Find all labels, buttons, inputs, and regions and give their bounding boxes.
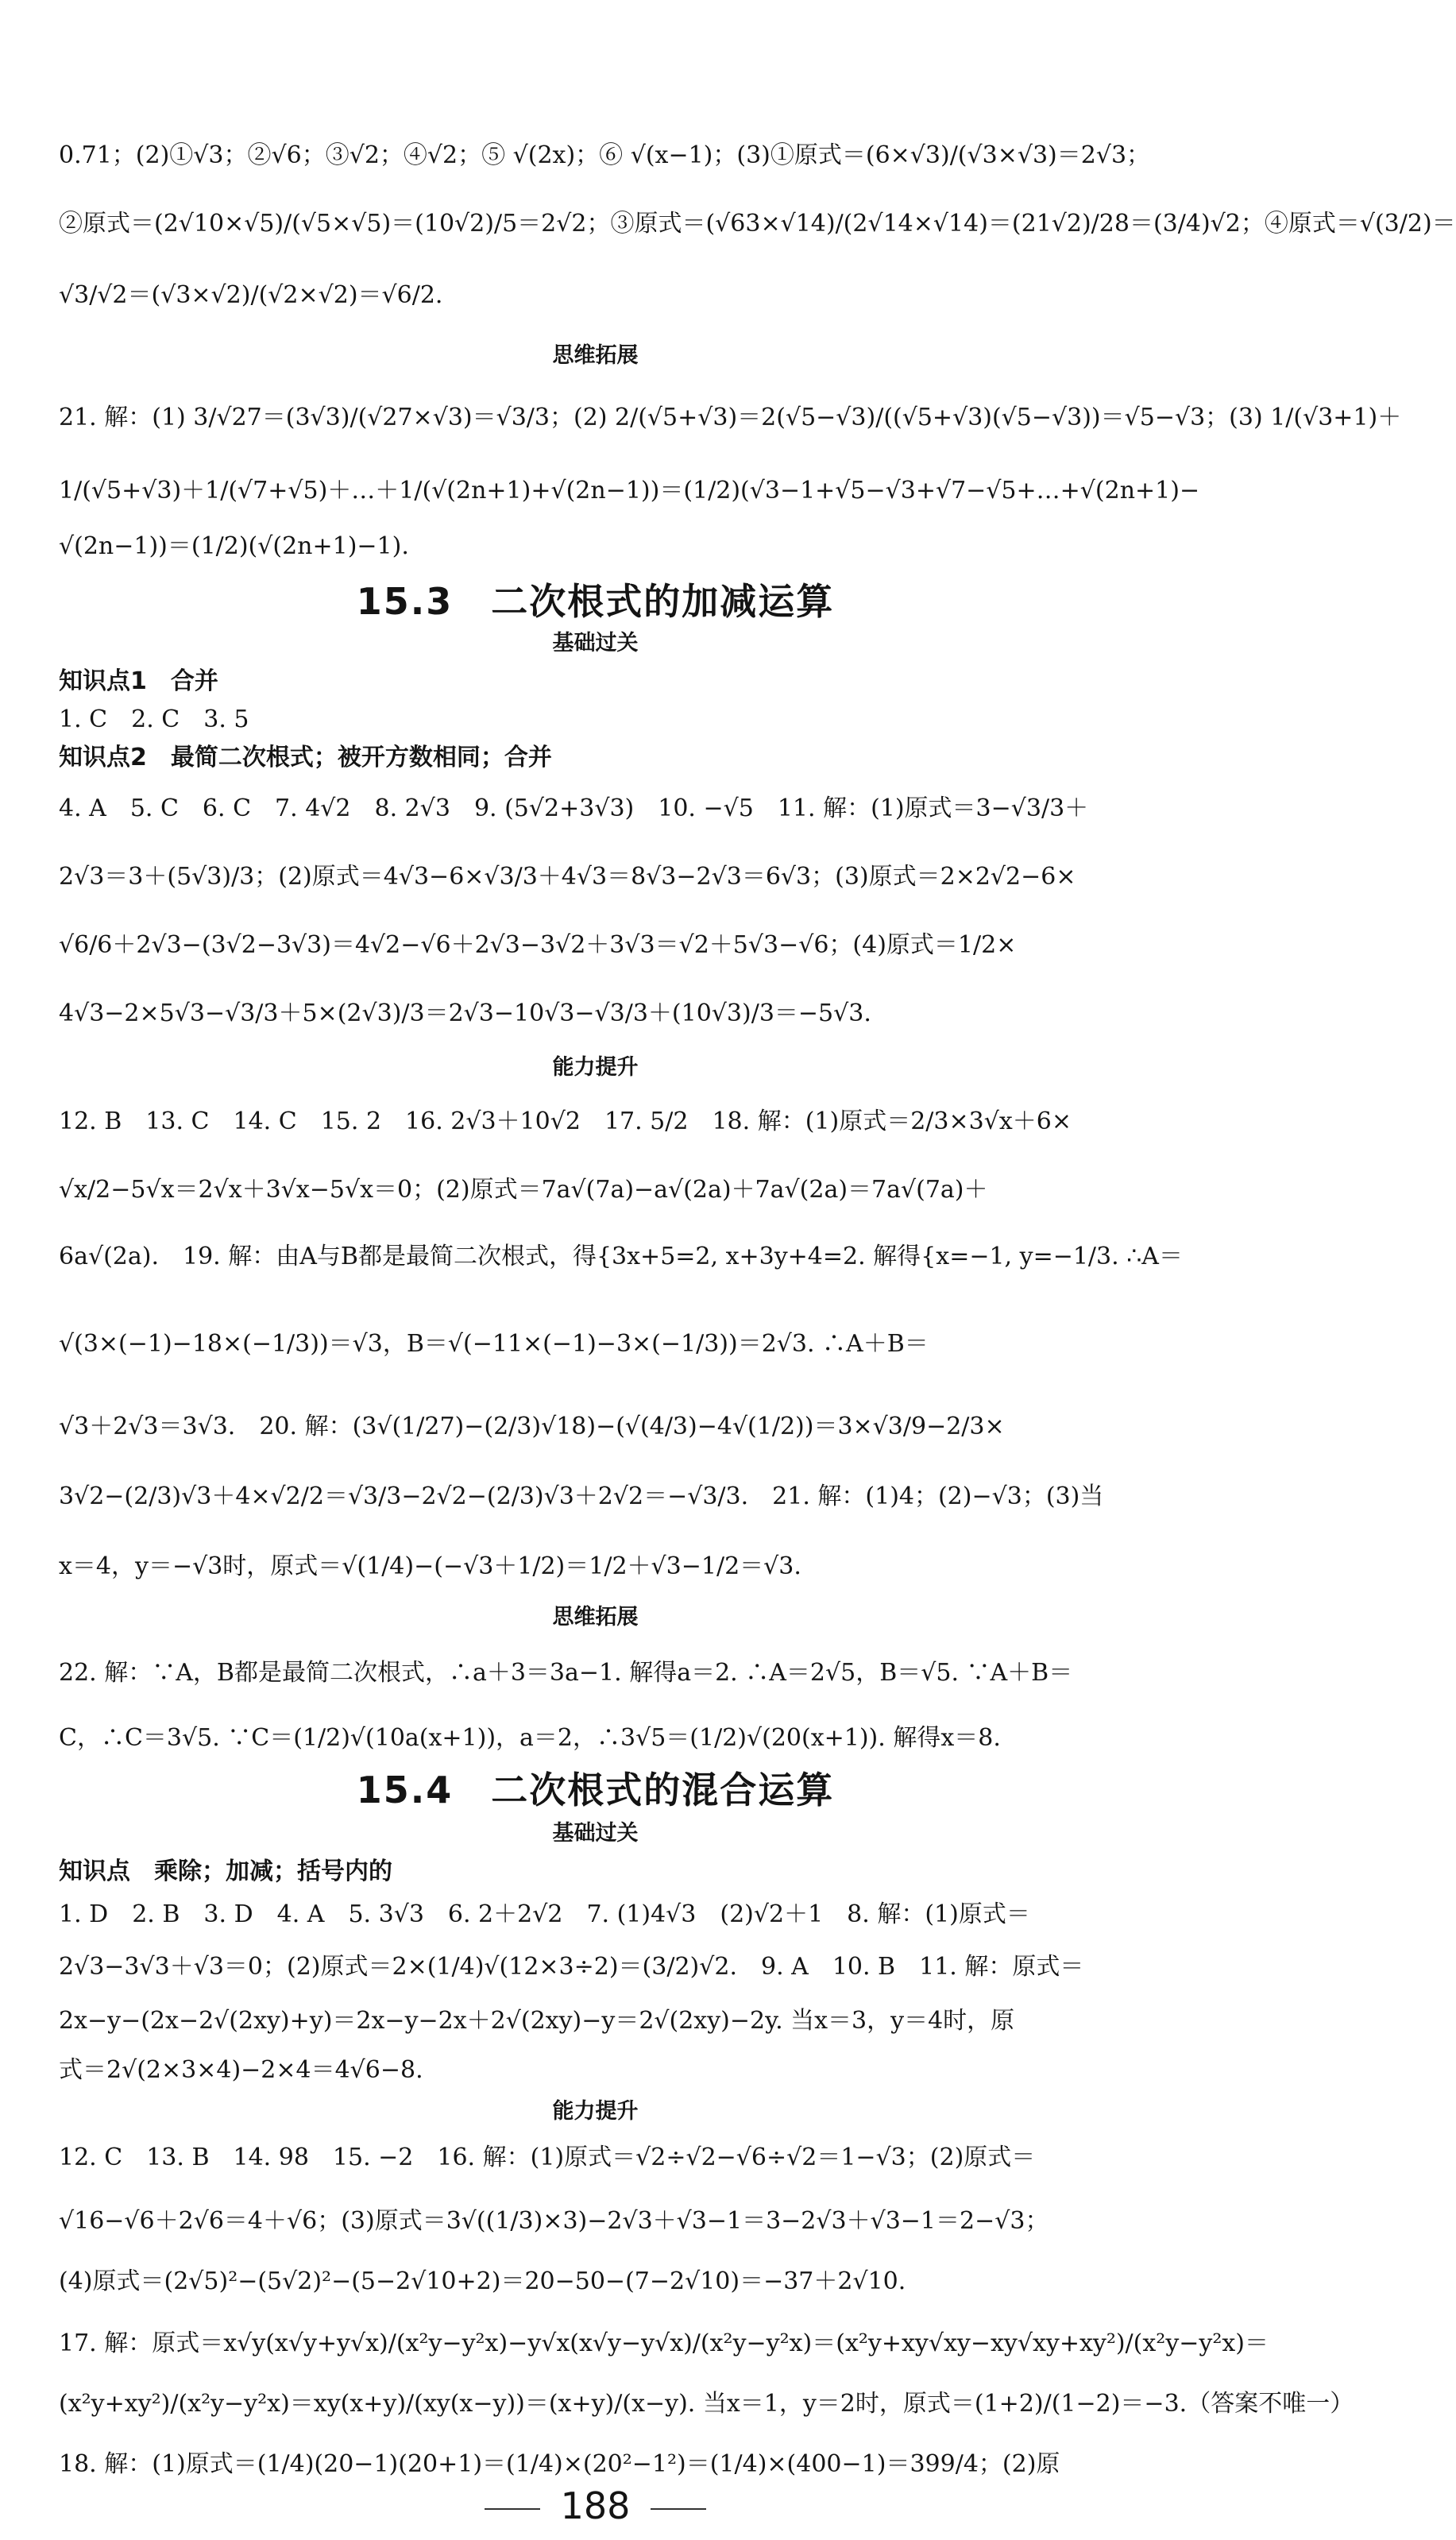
text-line: √3＋2√3＝3√3. 20. 解：(3√(1/27)−(2/3)√18)−(√(4/3)−4√(1/2))＝3×√3/9−2/3×	[59, 1413, 1005, 1440]
text-line: 22. 解：∵A，B都是最简二次根式，∴a＋3＝3a−1. 解得a＝2. ∴A＝2√5，B＝√5. ∵A＋B＝	[59, 1659, 1073, 1687]
text-line: 0.71；(2)①√3；②√6；③√2；④√2；⑤ √(2x)；⑥ √(x−1)；(3)①原式＝(6×√3)/(√3×√3)＝2√3；	[59, 141, 1151, 169]
text-line: √16−√6＋2√6＝4＋√6；(3)原式＝3√((1/3)×3)−2√3＋√3−1＝3−2√3＋√3−1＝2−√3；	[59, 2207, 1049, 2235]
text-line: √3/√2＝(√3×√2)/(√2×√2)＝√6/2.	[59, 281, 443, 309]
text-line: 1. D 2. B 3. D 4. A 5. 3√3 6. 2＋2√2 7. (1)4√3 (2)√2＋1 8. 解：(1)原式＝	[59, 1900, 1030, 1928]
knowledge-point: 知识点 乘除；加减；括号内的	[59, 1858, 392, 1885]
text-line: 4. A 5. C 6. C 7. 4√2 8. 2√3 9. (5√2+3√3) 10. −√5 11. 解：(1)原式＝3−√3/3＋	[59, 794, 1089, 822]
text-line: 2√3＝3＋(5√3)/3；(2)原式＝4√3−6×√3/3＋4√3＝8√3−2√3＝6√3；(3)原式＝2×2√2−6×	[59, 863, 1076, 891]
knowledge-point: 知识点1 合并	[59, 667, 218, 695]
section-title: 15.4 二次根式的混合运算	[356, 1769, 835, 1811]
text-line: 12. C 13. B 14. 98 15. −2 16. 解：(1)原式＝√2÷√2−√6÷√2＝1−√3；(2)原式＝	[59, 2144, 1036, 2171]
text-line: 6a√(2a). 19. 解：由A与B都是最简二次根式，得{3x+5=2, x+3y+4=2. 解得{x=−1, y=−1/3. ∴A＝	[59, 1243, 1183, 1270]
subsection-title: 能力提升	[552, 2099, 639, 2124]
text-line: 12. B 13. C 14. C 15. 2 16. 2√3＋10√2 17. 5/2 18. 解：(1)原式＝2/3×3√x＋6×	[59, 1108, 1072, 1135]
text-line: √(3×(−1)−18×(−1/3))＝√3，B＝√(−11×(−1)−3×(−1/3))＝2√3. ∴A＋B＝	[59, 1330, 929, 1358]
text-line: 2x−y−(2x−2√(2xy)+y)＝2x−y−2x＋2√(2xy)−y＝2√(2xy)−2y. 当x＝3，y＝4时，原	[59, 2007, 1015, 2035]
text-line: 3√2−(2/3)√3＋4×√2/2＝√3/3−2√2−(2/3)√3＋2√2＝−√3/3. 21. 解：(1)4；(2)−√3；(3)当	[59, 1483, 1104, 1510]
subsection-title: 能力提升	[552, 1055, 639, 1080]
subsection-title: 思维拓展	[552, 343, 639, 368]
text-line: 式＝2√(2×3×4)−2×4＝4√6−8.	[59, 2056, 423, 2084]
text-line: 21. 解：(1) 3/√27＝(3√3)/(√27×√3)＝√3/3；(2) 2/(√5+√3)＝2(√5−√3)/((√5+√3)(√5−√3))＝√5−√3；(3) 1/(√3+1)＋	[59, 404, 1402, 431]
subsection-title: 思维拓展	[552, 1605, 639, 1630]
text-line: 1/(√5+√3)＋1/(√7+√5)＋…＋1/(√(2n+1)+√(2n−1))＝(1/2)(√3−1+√5−√3+√7−√5+…+√(2n+1)−	[59, 477, 1200, 505]
subsection-title: 基础过关	[552, 1821, 639, 1846]
text-line: ②原式＝(2√10×√5)/(√5×√5)＝(10√2)/5＝2√2；③原式＝(√63×√14)/(2√14×√14)＝(21√2)/28＝(3/4)√2；④原式＝√(3/2)＝	[59, 210, 1456, 238]
subsection-title: 基础过关	[552, 631, 639, 655]
knowledge-point: 知识点2 最简二次根式；被开方数相同；合并	[59, 744, 552, 771]
section-title: 15.3 二次根式的加减运算	[356, 580, 835, 623]
dash-left	[485, 2508, 540, 2510]
text-line: 18. 解：(1)原式＝(1/4)(20−1)(20+1)＝(1/4)×(20²−1²)＝(1/4)×(400−1)＝399/4；(2)原	[59, 2450, 1060, 2478]
page-number	[0, 2482, 1191, 2530]
text-line: 4√3−2×5√3−√3/3＋5×(2√3)/3＝2√3−10√3−√3/3＋(10√3)/3＝−5√3.	[59, 999, 871, 1027]
text-line: (4)原式＝(2√5)²−(5√2)²−(5−2√10+2)＝20−50−(7−2√10)＝−37＋2√10.	[59, 2267, 906, 2295]
text-line: 17. 解：原式＝x√y(x√y+y√x)/(x²y−y²x)−y√x(x√y−y√x)/(x²y−y²x)＝(x²y+xy√xy−xy√xy+xy²)/(x²y−y²x)＝	[59, 2329, 1269, 2357]
text-line: 1. C 2. C 3. 5	[59, 706, 249, 733]
text-line: C，∴C＝3√5. ∵C＝(1/2)√(10a(x+1))，a＝2，∴3√5＝(1/2)√(20(x+1)). 解得x＝8.	[59, 1724, 1001, 1752]
text-line: (x²y+xy²)/(x²y−y²x)＝xy(x+y)/(xy(x−y))＝(x+y)/(x−y). 当x＝1，y＝2时，原式＝(1+2)/(1−2)＝−3.（答案不唯一）	[59, 2390, 1354, 2418]
dash-right	[651, 2508, 706, 2510]
text-line: √6/6＋2√3−(3√2−3√3)＝4√2−√6＋2√3−3√2＋3√3＝√2＋5√3−√6；(4)原式＝1/2×	[59, 931, 1017, 959]
page-number-text: 188	[560, 2484, 631, 2527]
text-line: 2√3−3√3＋√3＝0；(2)原式＝2×(1/4)√(12×3÷2)＝(3/2)√2. 9. A 10. B 11. 解：原式＝	[59, 1953, 1084, 1981]
text-line: √x/2−5√x＝2√x＋3√x−5√x＝0；(2)原式＝7a√(7a)−a√(2a)＋7a√(2a)＝7a√(7a)＋	[59, 1176, 988, 1204]
text-line: √(2n−1))＝(1/2)(√(2n+1)−1).	[59, 532, 409, 560]
text-line: x＝4，y＝−√3时，原式＝√(1/4)−(−√3＋1/2)＝1/2＋√3−1/2＝√3.	[59, 1552, 801, 1580]
